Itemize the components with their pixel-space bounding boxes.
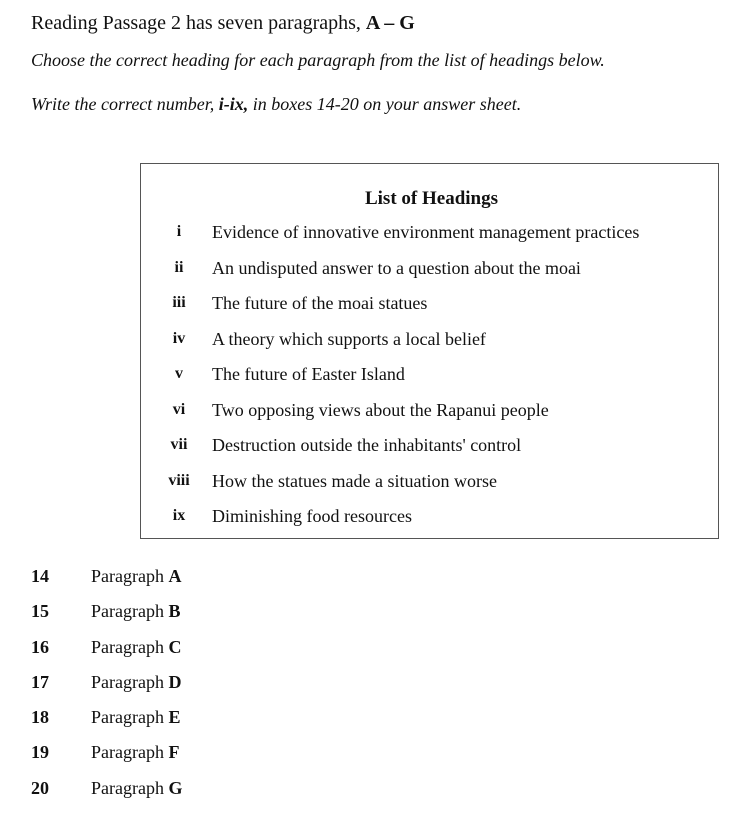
question-number: 17 (31, 671, 49, 692)
question-list (31, 563, 431, 810)
heading-text: An undisputed answer to a question about the moai (212, 257, 581, 278)
paragraph-word: Paragraph (91, 777, 164, 798)
question-number: 15 (31, 601, 49, 622)
question-label (91, 739, 179, 765)
heading-item (141, 362, 718, 398)
instruction-line-1 (31, 10, 731, 36)
question-label (91, 669, 181, 695)
question-number: 18 (31, 707, 49, 728)
heading-text: Evidence of innovative environment management practices (212, 222, 640, 242)
paragraph-word: Paragraph (91, 566, 164, 586)
question-number: 16 (31, 636, 49, 657)
paragraph-word: Paragraph (91, 671, 164, 692)
paragraph-range: A – G (365, 12, 415, 34)
question-label (91, 563, 181, 589)
heading-number: ix (172, 507, 186, 524)
heading-number: vi (172, 400, 186, 418)
question-row (31, 775, 431, 810)
paragraph-letter: F (168, 742, 180, 763)
instructions (31, 10, 731, 116)
question-row (31, 598, 431, 633)
heading-number: ii (174, 258, 184, 276)
list-of-headings-box (140, 163, 719, 539)
question-row (31, 563, 431, 598)
paragraph-word: Paragraph (91, 707, 164, 728)
instruction-line-1-text: Reading Passage 2 has seven paragraphs, (31, 12, 361, 34)
heading-number: v (175, 365, 183, 382)
paragraph-letter: C (168, 636, 182, 657)
heading-item (141, 291, 718, 327)
numeral-range: i-ix, (218, 94, 249, 114)
instruction-line-3 (31, 92, 731, 116)
question-row (31, 669, 431, 704)
heading-number: i (176, 223, 182, 240)
heading-number: iv (172, 329, 186, 347)
heading-list (141, 220, 718, 540)
question-row (31, 739, 431, 774)
question-number: 20 (31, 777, 49, 798)
paragraph-letter: G (168, 777, 183, 798)
paragraph-letter: E (168, 707, 181, 728)
heading-text: The future of Easter Island (212, 364, 405, 384)
heading-item (141, 469, 718, 505)
instruction-line-3-suffix: in boxes 14-20 on your answer sheet. (252, 94, 522, 114)
heading-item (141, 220, 718, 256)
heading-item (141, 504, 718, 540)
question-row (31, 704, 431, 739)
question-row (31, 634, 431, 669)
heading-text: The future of the moai statues (212, 293, 428, 313)
list-of-headings-title-text: List of Headings (364, 188, 499, 209)
heading-text: Two opposing views about the Rapanui people (212, 399, 549, 420)
heading-item (141, 433, 718, 469)
question-label (91, 775, 182, 801)
question-number: 19 (31, 742, 49, 763)
heading-text: How the statues made a situation worse (212, 470, 497, 491)
paragraph-letter: B (168, 601, 181, 622)
question-number: 14 (31, 566, 49, 586)
list-of-headings-title (141, 188, 718, 210)
paragraph-letter: D (168, 671, 182, 692)
heading-text: A theory which supports a local belief (212, 328, 486, 349)
heading-text: Destruction outside the inhabitants' control (212, 435, 522, 455)
heading-text: Diminishing food resources (212, 506, 412, 526)
heading-number: viii (168, 471, 190, 489)
instruction-line-2: Choose the correct heading for each paragraph from the list of headings below. (31, 50, 605, 70)
question-label (91, 598, 180, 624)
heading-item (141, 327, 718, 363)
paragraph-word: Paragraph (91, 742, 164, 763)
instruction-line-3-prefix: Write the correct number, (31, 94, 215, 114)
paragraph-word: Paragraph (91, 636, 164, 657)
heading-item (141, 256, 718, 292)
heading-item (141, 398, 718, 434)
question-label (91, 634, 181, 660)
question-label (91, 704, 180, 730)
heading-number: vii (170, 436, 188, 453)
heading-number: iii (172, 294, 186, 311)
paragraph-letter: A (168, 566, 182, 586)
paragraph-word: Paragraph (91, 601, 164, 622)
